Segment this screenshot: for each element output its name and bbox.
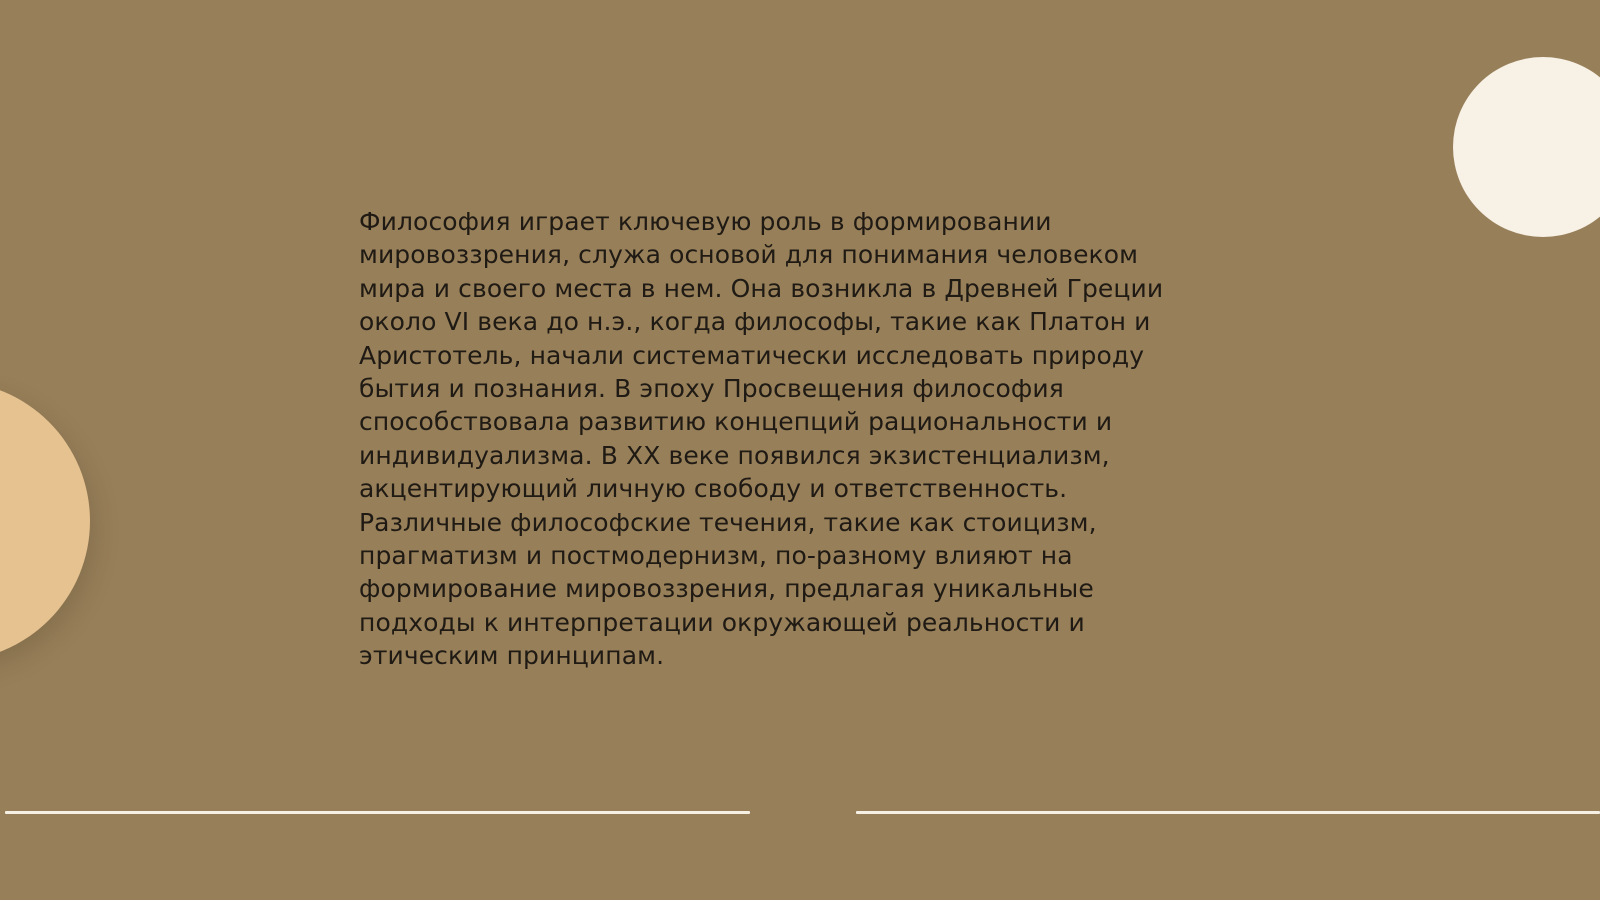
slide-body-text (359, 205, 1219, 673)
body-text-line: бытия и познания. В эпоху Просвещения философия (359, 374, 1064, 404)
body-text-line: Различные философские течения, такие как стоицизм, (359, 507, 1097, 537)
body-text-line: акцентирующий личную свободу и ответственность. (359, 474, 1068, 504)
body-text-line: формирование мировоззрения, предлагая уникальные (359, 574, 1094, 604)
body-text-line: этическим принципам. (359, 641, 665, 671)
body-text-line: индивидуализма. В XX веке появился экзистенциализм, (359, 440, 1110, 470)
body-text-line: подходы к интерпретации окружающей реальности и (359, 607, 1085, 637)
decorative-circle-left (0, 381, 90, 661)
body-text-line: около VI века до н.э., когда философы, такие как Платон и (359, 307, 1151, 337)
body-text-line: прагматизм и постмодернизм, по-разному влияют на (359, 541, 1073, 571)
horizontal-divider-right (856, 811, 1600, 814)
body-text-line: способствовала развитию концепций рациональности и (359, 407, 1113, 437)
horizontal-divider-left (5, 811, 750, 814)
body-text-line: мира и своего места в нем. Она возникла в Древней Греции (359, 273, 1164, 303)
decorative-circle-top-right (1453, 57, 1600, 237)
body-text-line: мировоззрения, служа основой для понимания человеком (359, 240, 1139, 270)
body-text-line: Философия играет ключевую роль в формировании (359, 207, 1052, 236)
body-text-line: Аристотель, начали систематически исследовать природу (359, 340, 1145, 370)
